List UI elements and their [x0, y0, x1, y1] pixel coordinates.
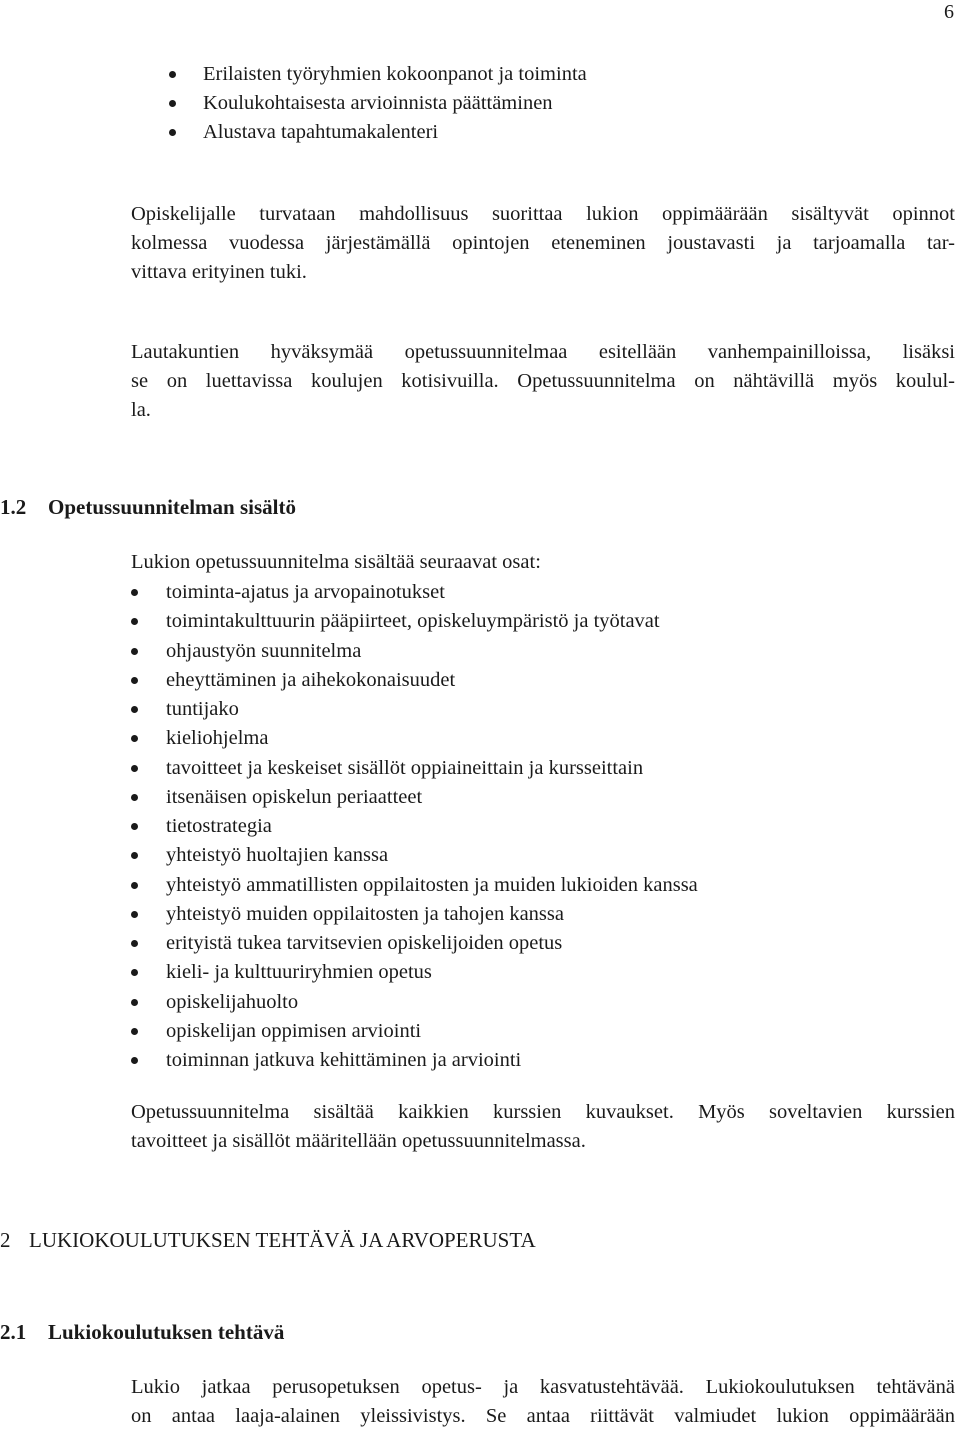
section-title: Lukiokoulutuksen tehtävä	[48, 1320, 285, 1344]
text-line: Opiskelijalle turvataan mahdollisuus suorittaa lukion oppimäärään sisältyvät opinnot	[131, 203, 955, 225]
chapter-heading-2	[0, 1225, 536, 1255]
list-item: tuntijako	[166, 695, 698, 724]
text-line: Lukio jatkaa perusopetuksen opetus- ja kasvatustehtävää. Lukiokoulutuksen tehtävänä	[131, 1376, 955, 1398]
paragraph-lautakuntien	[131, 338, 955, 425]
section-number: 1.2	[0, 495, 27, 519]
section-title: Opetussuunnitelman sisältö	[48, 495, 296, 519]
paragraph-opiskelijalle	[131, 200, 955, 287]
text-line: Opetussuunnitelma sisältää kaikkien kurssien kuvaukset. Myös soveltavien kurssien	[131, 1101, 955, 1123]
list-item: Erilaisten työryhmien kokoonpanot ja toiminta	[203, 60, 587, 89]
text-line: tavoitteet ja sisällöt määritellään opetussuunnitelmassa.	[131, 1130, 586, 1152]
list-item: ohjaustyön suunnitelma	[166, 637, 698, 666]
chapter-title: LUKIOKOULUTUKSEN TEHTÄVÄ JA ARVOPERUSTA	[29, 1228, 536, 1252]
text-line: vittava erityinen tuki.	[131, 261, 307, 283]
page-number: 6	[944, 1, 954, 23]
section-number: 2.1	[0, 1320, 27, 1344]
list-item: itsenäisen opiskelun periaatteet	[166, 783, 698, 812]
list-item: tavoitteet ja keskeiset sisällöt oppiaineittain ja kursseittain	[166, 754, 698, 783]
section-heading-1-2	[0, 492, 296, 522]
contents-bullet-list	[166, 578, 698, 1075]
list-item: Alustava tapahtumakalenteri	[203, 118, 587, 147]
list-item: tietostrategia	[166, 812, 698, 841]
top-bullet-list	[203, 60, 587, 147]
list-item: eheyttäminen ja aihekokonaisuudet	[166, 666, 698, 695]
list-item: toimintakulttuurin pääpiirteet, opiskeluympäristö ja työtavat	[166, 607, 698, 636]
text-line: Lautakuntien hyväksymää opetussuunnitelmaa esitellään vanhempainilloissa, lisäksi	[131, 341, 955, 363]
paragraph-opetussuunnitelma	[131, 1098, 955, 1156]
text-line: on antaa laaja-alainen yleissivistys. Se antaa riittävät valmiudet lukion oppimäärään	[131, 1405, 955, 1427]
list-item: erityistä tukea tarvitsevien opiskelijoiden opetus	[166, 929, 698, 958]
list-item: yhteistyö muiden oppilaitosten ja tahojen kanssa	[166, 900, 698, 929]
list-item: Koulukohtaisesta arvioinnista päättäminen	[203, 89, 587, 118]
list-item: yhteistyö ammatillisten oppilaitosten ja muiden lukioiden kanssa	[166, 871, 698, 900]
list-item: opiskelijan oppimisen arviointi	[166, 1017, 698, 1046]
contents-intro: Lukion opetussuunnitelma sisältää seuraavat osat:	[131, 551, 541, 573]
section-heading-2-1	[0, 1317, 284, 1347]
chapter-number: 2	[0, 1228, 11, 1252]
list-item: yhteistyö huoltajien kanssa	[166, 841, 698, 870]
paragraph-lukio-jatkaa	[131, 1373, 955, 1431]
list-item: opiskelijahuolto	[166, 988, 698, 1017]
list-item: toiminnan jatkuva kehittäminen ja arviointi	[166, 1046, 698, 1075]
text-line: la.	[131, 399, 151, 421]
list-item: kieli- ja kulttuuriryhmien opetus	[166, 958, 698, 987]
list-item: kieliohjelma	[166, 724, 698, 753]
text-line: se on luettavissa koulujen kotisivuilla. Opetussuunnitelma on nähtävillä myös koulul-	[131, 370, 955, 392]
text-line: kolmessa vuodessa järjestämällä opintojen eteneminen joustavasti ja tarjoamalla tar-	[131, 232, 955, 254]
list-item: toiminta-ajatus ja arvopainotukset	[166, 578, 698, 607]
